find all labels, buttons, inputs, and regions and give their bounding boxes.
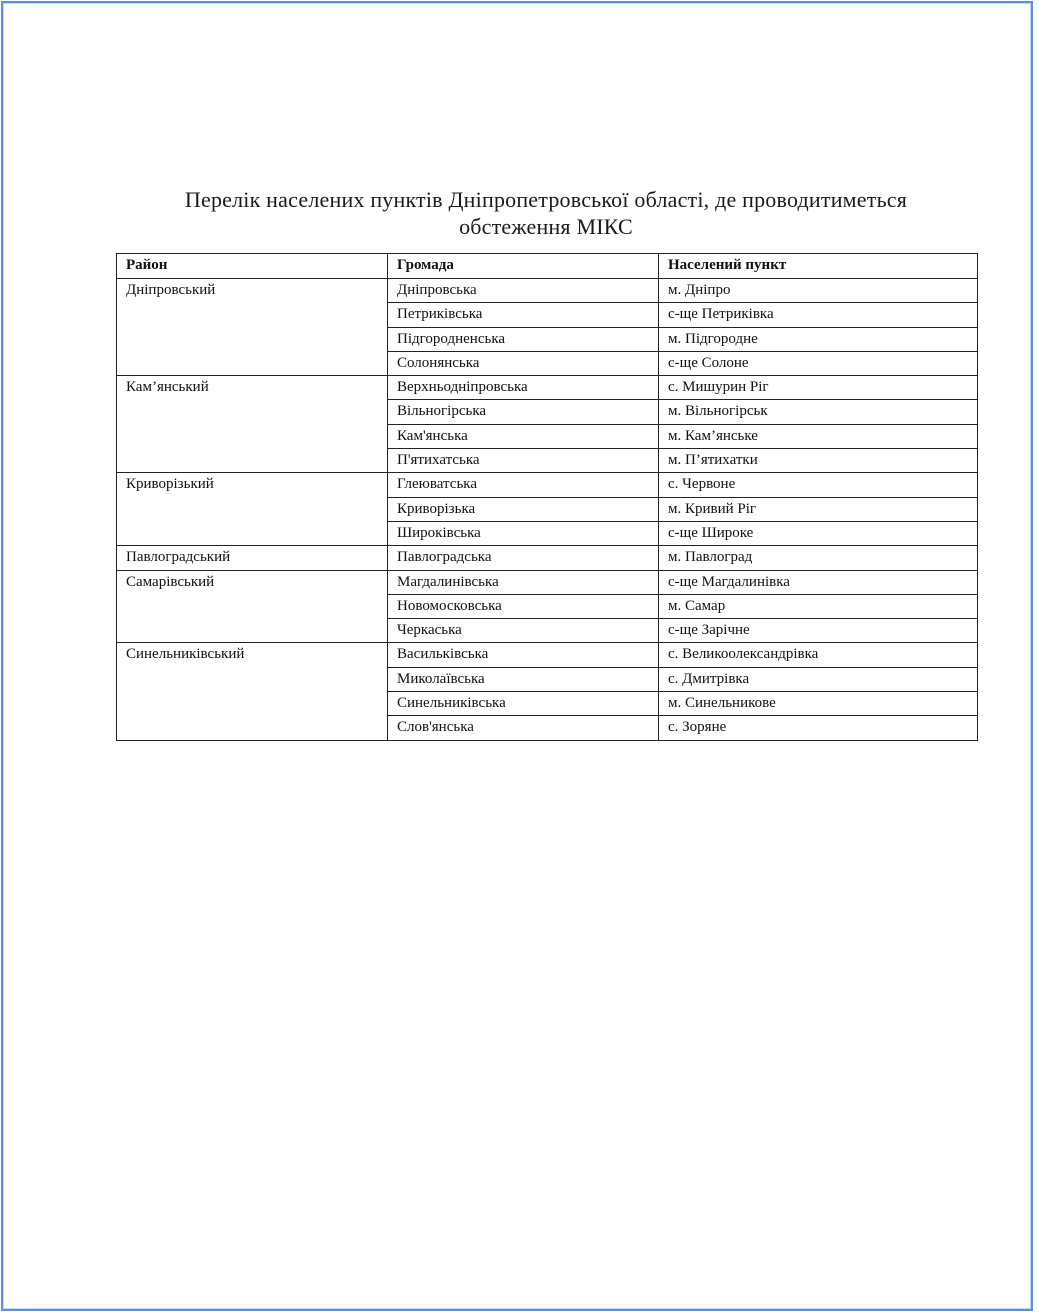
settlement-cell: с-ще Солоне bbox=[659, 351, 978, 375]
community-cell: Васильківська bbox=[388, 643, 659, 667]
document-title-line-1: Перелік населених пунктів Дніпропетровської області, де проводитиметься bbox=[184, 187, 908, 212]
district-cell: Кам’янський bbox=[117, 376, 388, 473]
district-cell: Криворізький bbox=[117, 473, 388, 546]
community-cell: Новомосковська bbox=[388, 594, 659, 618]
table-row bbox=[117, 546, 978, 570]
settlement-cell: м. Дніпро bbox=[659, 279, 978, 303]
settlement-cell: с. Мишурин Ріг bbox=[659, 376, 978, 400]
community-cell: Синельниківська bbox=[388, 692, 659, 716]
settlement-cell: м. Кам’янське bbox=[659, 424, 978, 448]
settlement-cell: с. Зоряне bbox=[659, 716, 978, 740]
community-cell: Слов'янська bbox=[388, 716, 659, 740]
community-cell: Павлоградська bbox=[388, 546, 659, 570]
column-header-community: Громада bbox=[388, 254, 659, 279]
table-row bbox=[117, 570, 978, 594]
settlement-cell: м. Самар bbox=[659, 594, 978, 618]
settlement-cell: м. Синельникове bbox=[659, 692, 978, 716]
community-cell: Глеюватська bbox=[388, 473, 659, 497]
community-cell: Криворізька bbox=[388, 497, 659, 521]
document-title-line-2: обстеження МІКС bbox=[459, 214, 633, 239]
settlement-cell: с-ще Зарічне bbox=[659, 619, 978, 643]
settlement-cell: с-ще Широке bbox=[659, 521, 978, 545]
settlement-cell: с-ще Магдалинівка bbox=[659, 570, 978, 594]
community-cell: Широківська bbox=[388, 521, 659, 545]
community-cell: П'ятихатська bbox=[388, 449, 659, 473]
settlement-cell: м. П’ятихатки bbox=[659, 449, 978, 473]
community-cell: Вільногірська bbox=[388, 400, 659, 424]
table-header-row bbox=[117, 254, 978, 279]
settlement-cell: с-ще Петриківка bbox=[659, 303, 978, 327]
settlements-table bbox=[116, 253, 978, 741]
document-title bbox=[3, 186, 1038, 240]
table-body bbox=[117, 279, 978, 741]
community-cell: Кам'янська bbox=[388, 424, 659, 448]
community-cell: Солонянська bbox=[388, 351, 659, 375]
community-cell: Дніпровська bbox=[388, 279, 659, 303]
community-cell: Черкаська bbox=[388, 619, 659, 643]
settlement-cell: с. Дмитрівка bbox=[659, 667, 978, 691]
community-cell: Петриківська bbox=[388, 303, 659, 327]
settlement-cell: м. Вільногірськ bbox=[659, 400, 978, 424]
settlement-cell: м. Кривий Ріг bbox=[659, 497, 978, 521]
table-row bbox=[117, 643, 978, 667]
table-row bbox=[117, 376, 978, 400]
table-row bbox=[117, 279, 978, 303]
district-cell: Дніпровський bbox=[117, 279, 388, 376]
community-cell: Миколаївська bbox=[388, 667, 659, 691]
table-row bbox=[117, 473, 978, 497]
settlement-cell: м. Підгородне bbox=[659, 327, 978, 351]
community-cell: Підгородненська bbox=[388, 327, 659, 351]
community-cell: Верхньодніпровська bbox=[388, 376, 659, 400]
settlement-cell: с. Червоне bbox=[659, 473, 978, 497]
column-header-settlement: Населений пункт bbox=[659, 254, 978, 279]
community-cell: Магдалинівська bbox=[388, 570, 659, 594]
district-cell: Синельниківський bbox=[117, 643, 388, 740]
document-page bbox=[1, 1, 1033, 1311]
district-cell: Самарівський bbox=[117, 570, 388, 643]
district-cell: Павлоградський bbox=[117, 546, 388, 570]
column-header-district: Район bbox=[117, 254, 388, 279]
settlement-cell: с. Великоолександрівка bbox=[659, 643, 978, 667]
settlement-cell: м. Павлоград bbox=[659, 546, 978, 570]
